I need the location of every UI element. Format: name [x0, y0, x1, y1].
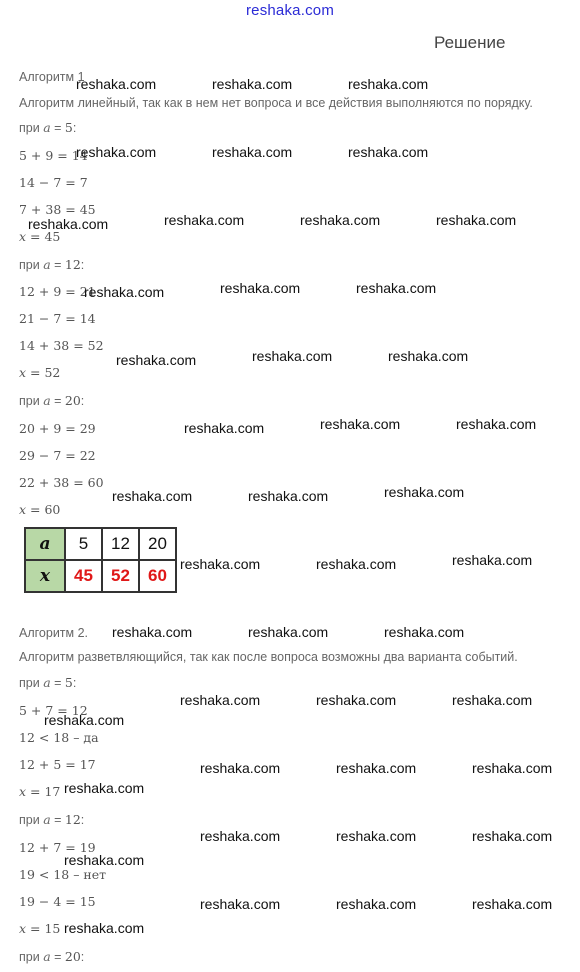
watermark: reshaka.com [356, 280, 437, 296]
watermark: reshaka.com [200, 896, 281, 912]
case-prefix: при [19, 676, 40, 690]
algorithm2-title: Алгоритм 2. [19, 626, 89, 640]
watermark: reshaka.com [384, 624, 465, 640]
step: 20 + 9 = 29 [19, 421, 96, 436]
step: 5 + 7 = 12 [19, 703, 88, 718]
page-heading: Решение [434, 33, 506, 52]
result-line: x = 60 [19, 502, 61, 517]
table-cell: 60 [139, 560, 176, 592]
case-var: a [43, 393, 51, 408]
result-value: 17 [44, 784, 61, 799]
step: 29 − 7 = 22 [19, 448, 96, 463]
result-line: x = 45 [19, 229, 61, 244]
result-var: x [19, 921, 27, 936]
case-header: при a = 5: [19, 120, 77, 135]
case-var: a [43, 949, 51, 964]
watermark: reshaka.com [116, 352, 197, 368]
watermark: reshaka.com [212, 144, 293, 160]
result-var: x [19, 502, 27, 517]
case-value: 20 [64, 949, 81, 964]
result-var: x [19, 784, 27, 799]
watermark: reshaka.com [348, 144, 429, 160]
watermark: reshaka.com [64, 780, 145, 796]
watermark: reshaka.com [472, 760, 553, 776]
watermark: reshaka.com [436, 212, 517, 228]
step: 22 + 38 = 60 [19, 475, 104, 490]
watermark: reshaka.com [84, 284, 165, 300]
table-cell: 45 [65, 560, 102, 592]
watermark: reshaka.com [28, 216, 109, 232]
watermark: reshaka.com [248, 624, 329, 640]
watermark: reshaka.com [164, 212, 245, 228]
watermark: reshaka.com [316, 692, 397, 708]
watermark: reshaka.com [184, 420, 265, 436]
watermark: reshaka.com [472, 896, 553, 912]
case-header: при a = 20: [19, 949, 85, 964]
watermark: reshaka.com [200, 760, 281, 776]
algorithm1-title: Алгоритм 1 [19, 70, 85, 84]
case-value: 20 [64, 393, 81, 408]
case-header: при a = 5: [19, 675, 77, 690]
site-title[interactable]: reshaka.com [245, 2, 335, 19]
watermark: reshaka.com [452, 692, 533, 708]
table-cell: 5 [65, 528, 102, 560]
result-value: 60 [44, 502, 61, 517]
step: 19 − 4 = 15 [19, 894, 96, 909]
step: 7 + 38 = 45 [19, 202, 96, 217]
watermark: reshaka.com [472, 828, 553, 844]
watermark: reshaka.com [336, 896, 417, 912]
result-value: 45 [44, 229, 61, 244]
case-prefix: при [19, 950, 40, 964]
result-var: x [19, 229, 27, 244]
case-value: 5 [64, 120, 73, 135]
watermark: reshaka.com [248, 488, 329, 504]
watermark: reshaka.com [64, 852, 145, 868]
watermark: reshaka.com [212, 76, 293, 92]
step: 5 + 9 = 14 [19, 148, 88, 163]
step: 12 + 5 = 17 [19, 757, 96, 772]
case-header: при a = 12: [19, 812, 85, 827]
watermark: reshaka.com [316, 556, 397, 572]
watermark: reshaka.com [220, 280, 301, 296]
case-header: при a = 20: [19, 393, 85, 408]
watermark: reshaka.com [200, 828, 281, 844]
watermark: reshaka.com [44, 712, 125, 728]
case-value: 5 [64, 675, 73, 690]
watermark: reshaka.com [384, 484, 465, 500]
watermark: reshaka.com [180, 556, 261, 572]
case-var: a [43, 120, 51, 135]
table-cell: 12 [102, 528, 139, 560]
table-row-x [25, 560, 176, 592]
result-value: 52 [44, 365, 61, 380]
case-var: a [43, 812, 51, 827]
case-prefix: при [19, 813, 40, 827]
watermark: reshaka.com [320, 416, 401, 432]
watermark: reshaka.com [300, 212, 381, 228]
case-var: a [43, 675, 51, 690]
case-value: 12 [64, 257, 81, 272]
step: 21 − 7 = 14 [19, 311, 96, 326]
result-var: x [19, 365, 27, 380]
watermark: reshaka.com [348, 76, 429, 92]
step: 14 − 7 = 7 [19, 175, 88, 190]
table-cell: 20 [139, 528, 176, 560]
result-line: x = 52 [19, 365, 61, 380]
watermark: reshaka.com [180, 692, 261, 708]
table-header-x: x [25, 560, 65, 592]
result-line: x = 17 [19, 784, 61, 799]
case-var: a [43, 257, 51, 272]
algorithm2-description: Алгоритм разветвляющийся, так как после вопроса возможны два варианта событий. [19, 650, 518, 664]
step: 12 + 7 = 19 [19, 840, 96, 855]
watermark: reshaka.com [76, 144, 157, 160]
step: 14 + 38 = 52 [19, 338, 104, 353]
watermark: reshaka.com [456, 416, 537, 432]
watermark: reshaka.com [112, 624, 193, 640]
step: 12 < 18 – да [19, 730, 99, 745]
watermark: reshaka.com [112, 488, 193, 504]
result-value: 15 [44, 921, 61, 936]
step: 12 + 9 = 21 [19, 284, 96, 299]
watermark: reshaka.com [452, 552, 533, 568]
algorithm1-description: Алгоритм линейный, так как в нем нет вопроса и все действия выполняются по порядку. [19, 96, 533, 110]
table-row-a [25, 528, 176, 560]
table-header-a: a [25, 528, 65, 560]
result-line: x = 15 [19, 921, 61, 936]
watermark: reshaka.com [388, 348, 469, 364]
watermark: reshaka.com [336, 828, 417, 844]
table-cell: 52 [102, 560, 139, 592]
case-value: 12 [64, 812, 81, 827]
case-header: при a = 12: [19, 257, 85, 272]
watermark: reshaka.com [336, 760, 417, 776]
step: 19 < 18 – нет [19, 867, 107, 882]
watermark: reshaka.com [64, 920, 145, 936]
result-table [24, 527, 177, 593]
watermark: reshaka.com [252, 348, 333, 364]
watermark: reshaka.com [76, 76, 157, 92]
